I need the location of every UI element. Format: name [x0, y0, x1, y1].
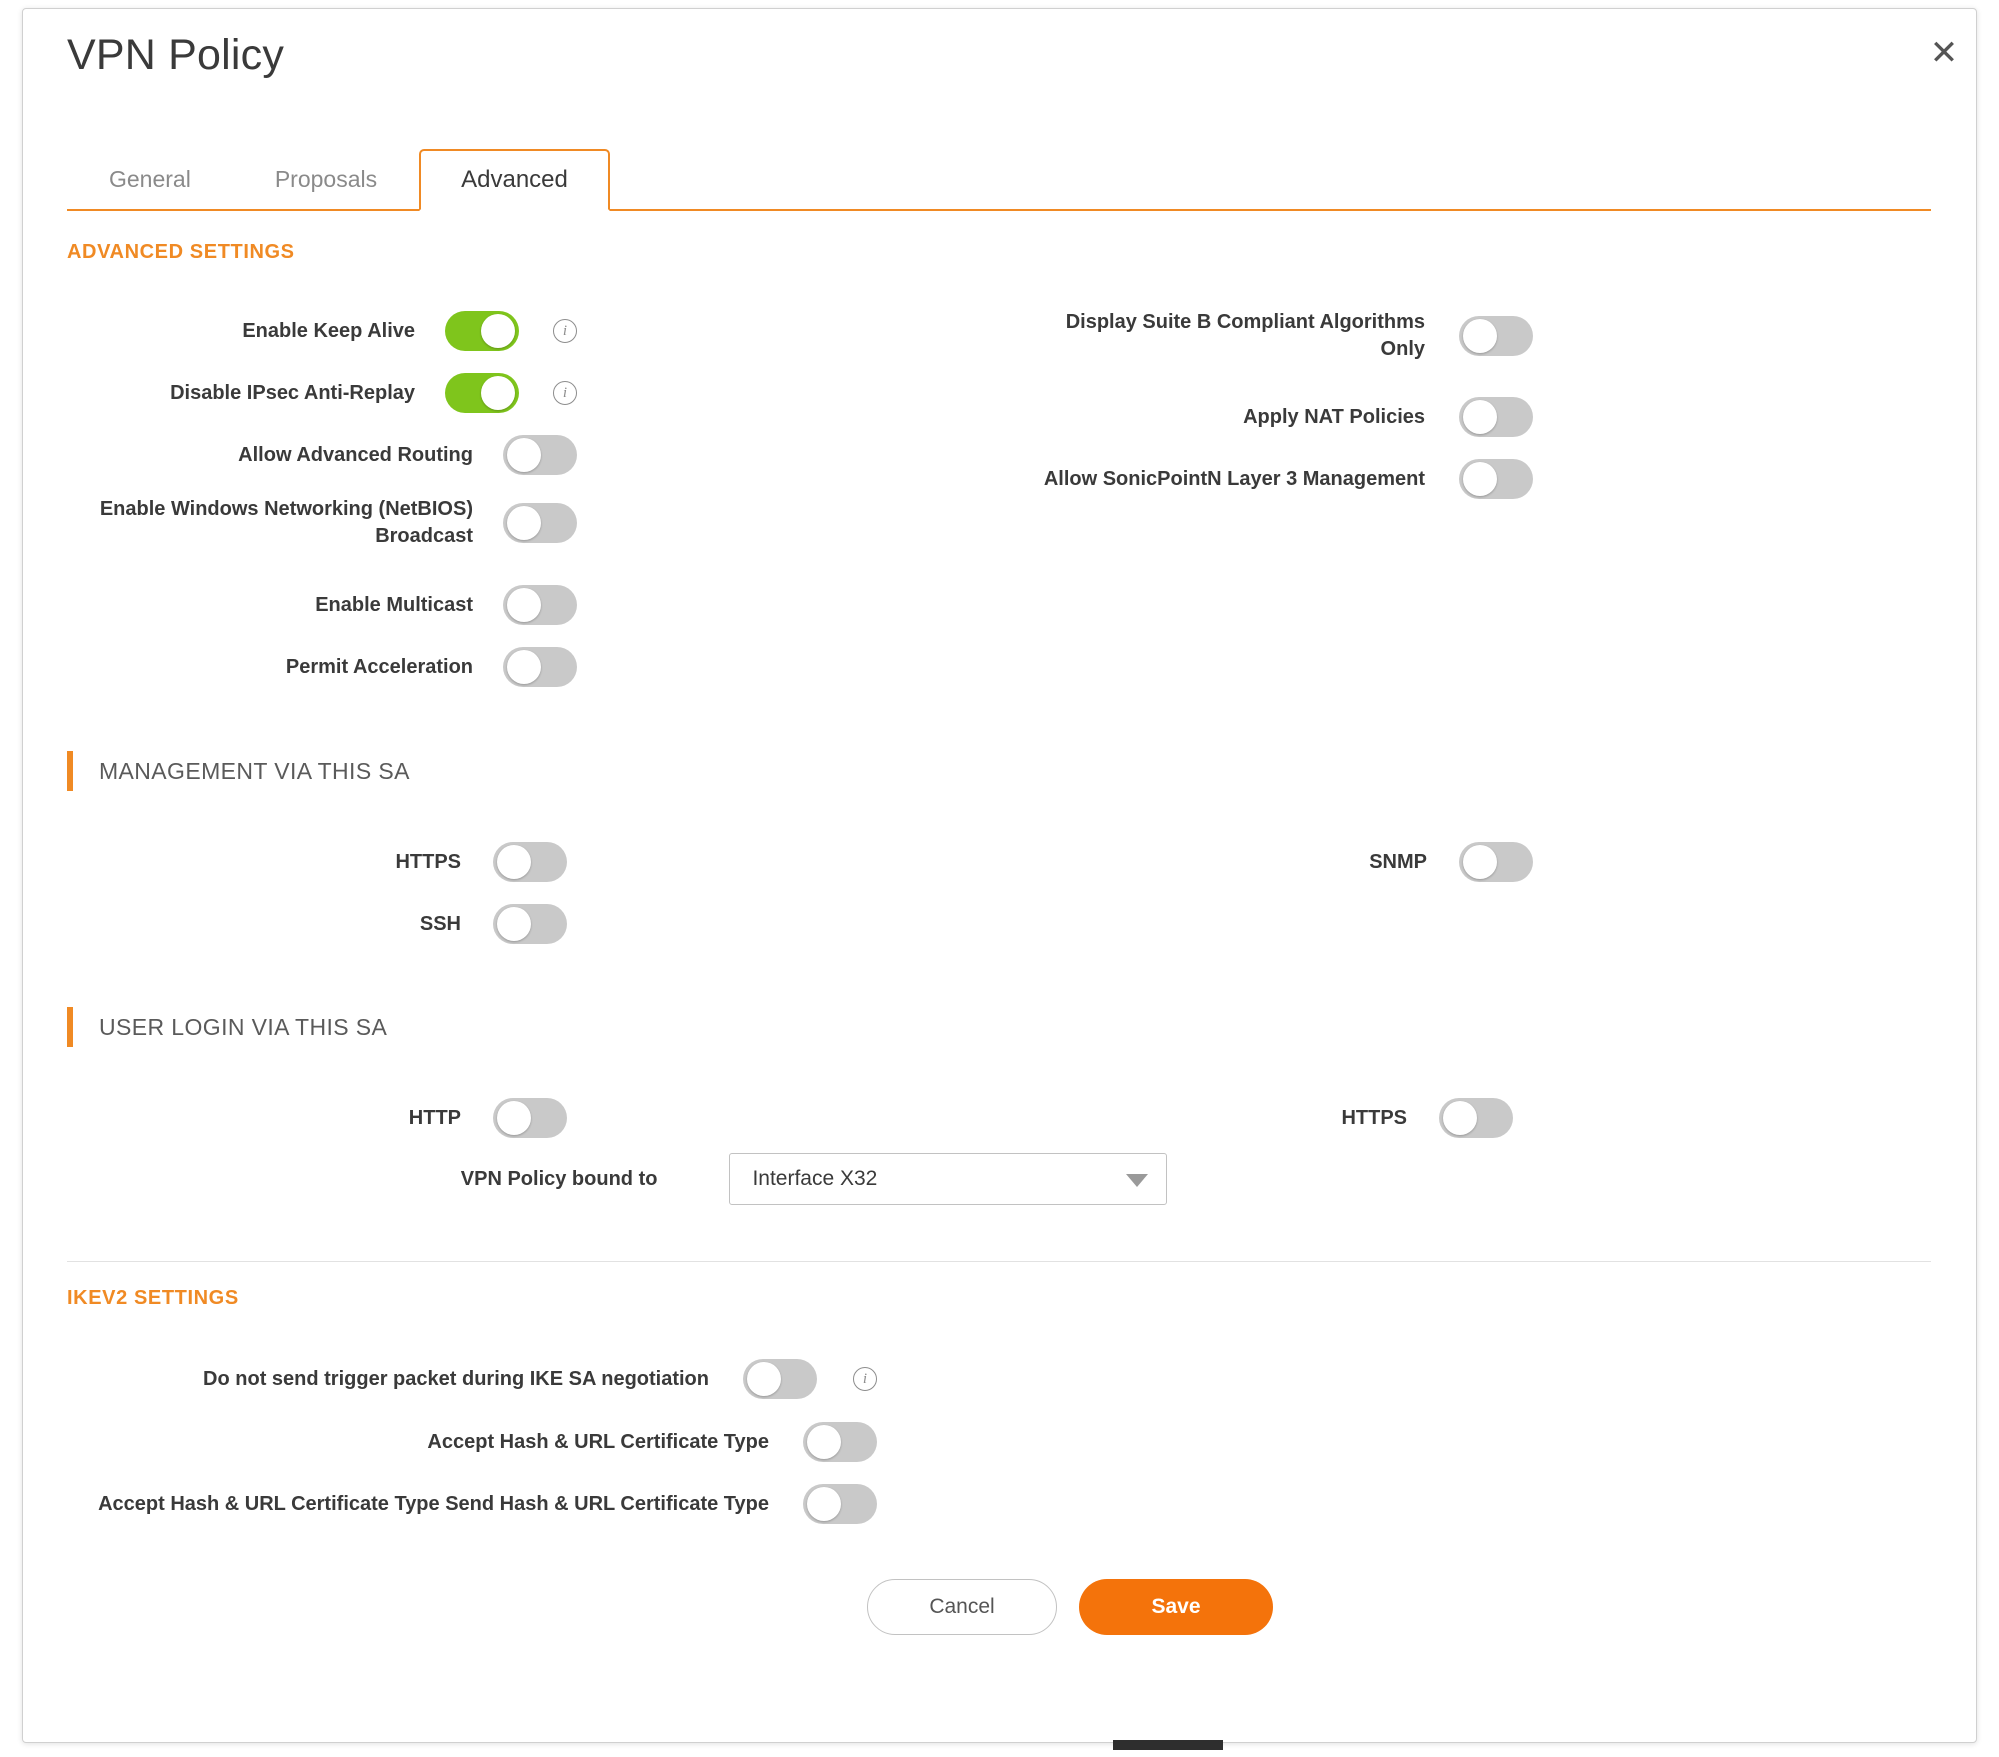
label-enable-multicast: Enable Multicast — [315, 593, 473, 616]
row-enable-netbios-broadcast — [67, 496, 577, 550]
toggle-knob — [807, 1425, 841, 1459]
window-indicator — [1113, 1740, 1223, 1750]
toggle-knob — [497, 907, 531, 941]
row-management-ssh — [67, 904, 567, 944]
advanced-settings-heading: ADVANCED SETTINGS — [67, 241, 295, 263]
toggle-disable-ipsec-anti-replay[interactable] — [445, 373, 519, 413]
info-icon-enable-keep-alive[interactable]: i — [553, 319, 577, 343]
label-display-suite-b: Display Suite B Compliant Algorithms Only — [1065, 311, 1425, 360]
row-allow-advanced-routing — [67, 435, 577, 475]
label-enable-keep-alive: Enable Keep Alive — [242, 319, 415, 342]
label-management-snmp: SNMP — [1369, 850, 1427, 873]
toggle-accept-send-hash-url-cert[interactable] — [803, 1484, 877, 1524]
label-accept-send-hash-url-cert: Accept Hash & URL Certificate Type Send Hash & URL Certificate Type — [98, 1492, 769, 1515]
user-login-sa-heading: USER LOGIN VIA THIS SA — [67, 1007, 387, 1047]
toggle-knob — [1463, 845, 1497, 879]
toggle-knob — [497, 845, 531, 879]
page-title: VPN Policy — [67, 31, 285, 79]
info-icon-no-trigger-packet[interactable]: i — [853, 1367, 877, 1391]
toggle-management-https[interactable] — [493, 842, 567, 882]
row-management-https — [67, 842, 567, 882]
label-user-login-https: HTTPS — [1341, 1106, 1407, 1129]
row-vpn-policy-bound-to — [67, 1153, 1167, 1205]
toggle-knob — [807, 1487, 841, 1521]
management-sa-heading: MANAGEMENT VIA THIS SA — [67, 751, 410, 791]
toggle-knob — [507, 650, 541, 684]
row-user-login-https — [1023, 1098, 1513, 1138]
row-permit-acceleration — [67, 647, 577, 687]
row-enable-keep-alive — [67, 311, 577, 351]
section-accent-bar — [67, 1007, 73, 1047]
toggle-display-suite-b[interactable] — [1459, 316, 1533, 356]
tab-advanced[interactable]: Advanced — [419, 149, 610, 211]
tab-bar — [67, 149, 1931, 211]
label-allow-advanced-routing: Allow Advanced Routing — [238, 443, 473, 466]
row-management-snmp — [1043, 842, 1533, 882]
toggle-management-snmp[interactable] — [1459, 842, 1533, 882]
toggle-permit-acceleration[interactable] — [503, 647, 577, 687]
toggle-management-ssh[interactable] — [493, 904, 567, 944]
toggle-allow-advanced-routing[interactable] — [503, 435, 577, 475]
tab-general[interactable]: General — [109, 165, 191, 192]
vpn-policy-bound-to-value: Interface X32 — [752, 1167, 878, 1190]
label-accept-hash-url-cert: Accept Hash & URL Certificate Type — [427, 1430, 769, 1453]
section-divider — [67, 1261, 1931, 1262]
vpn-policy-dialog — [22, 8, 1977, 1743]
info-icon-disable-ipsec-anti-replay[interactable]: i — [553, 381, 577, 405]
row-no-trigger-packet — [67, 1359, 877, 1399]
row-allow-sonicpointn-l3 — [1023, 459, 1533, 499]
row-enable-multicast — [67, 585, 577, 625]
label-apply-nat-policies: Apply NAT Policies — [1243, 405, 1425, 428]
section-accent-bar — [67, 751, 73, 791]
toggle-knob — [507, 438, 541, 472]
label-user-login-http: HTTP — [408, 1106, 461, 1129]
row-accept-send-hash-url-cert — [67, 1484, 877, 1524]
vpn-policy-bound-to-select[interactable] — [729, 1153, 1167, 1205]
toggle-knob — [1463, 400, 1497, 434]
toggle-allow-sonicpointn-l3[interactable] — [1459, 459, 1533, 499]
toggle-knob — [481, 376, 515, 410]
row-disable-ipsec-anti-replay — [67, 373, 577, 413]
toggle-enable-keep-alive[interactable] — [445, 311, 519, 351]
toggle-knob — [1463, 462, 1497, 496]
toggle-knob — [481, 314, 515, 348]
toggle-apply-nat-policies[interactable] — [1459, 397, 1533, 437]
toggle-knob — [507, 506, 541, 540]
toggle-accept-hash-url-cert[interactable] — [803, 1422, 877, 1462]
toggle-no-trigger-packet[interactable] — [743, 1359, 817, 1399]
save-button[interactable]: Save — [1079, 1579, 1273, 1635]
chevron-down-icon — [1126, 1174, 1148, 1187]
ikev2-settings-heading: IKEV2 SETTINGS — [67, 1287, 239, 1309]
toggle-knob — [507, 588, 541, 622]
toggle-knob — [747, 1362, 781, 1396]
label-vpn-policy-bound-to: VPN Policy bound to — [460, 1167, 658, 1190]
label-management-https: HTTPS — [395, 850, 461, 873]
toggle-knob — [497, 1101, 531, 1135]
cancel-button[interactable]: Cancel — [867, 1579, 1057, 1635]
label-no-trigger-packet: Do not send trigger packet during IKE SA negotiation — [203, 1367, 709, 1390]
label-management-ssh: SSH — [419, 912, 461, 935]
label-disable-ipsec-anti-replay: Disable IPsec Anti-Replay — [170, 381, 415, 404]
row-accept-hash-url-cert — [67, 1422, 877, 1462]
label-permit-acceleration: Permit Acceleration — [285, 655, 473, 678]
label-allow-sonicpointn-l3: Allow SonicPointN Layer 3 Management — [1043, 467, 1425, 490]
label-enable-netbios-broadcast: Enable Windows Networking (NetBIOS) Broadcast — [99, 498, 473, 547]
row-display-suite-b — [1023, 309, 1533, 363]
row-user-login-http — [67, 1098, 567, 1138]
toggle-user-login-https[interactable] — [1439, 1098, 1513, 1138]
toggle-knob — [1443, 1101, 1477, 1135]
toggle-enable-netbios-broadcast[interactable] — [503, 503, 577, 543]
tab-proposals[interactable]: Proposals — [274, 165, 378, 192]
toggle-user-login-http[interactable] — [493, 1098, 567, 1138]
toggle-knob — [1463, 319, 1497, 353]
dialog-actions — [867, 1579, 1273, 1635]
toggle-enable-multicast[interactable] — [503, 585, 577, 625]
row-apply-nat-policies — [1023, 397, 1533, 437]
close-icon[interactable]: ✕ — [1929, 34, 1959, 72]
